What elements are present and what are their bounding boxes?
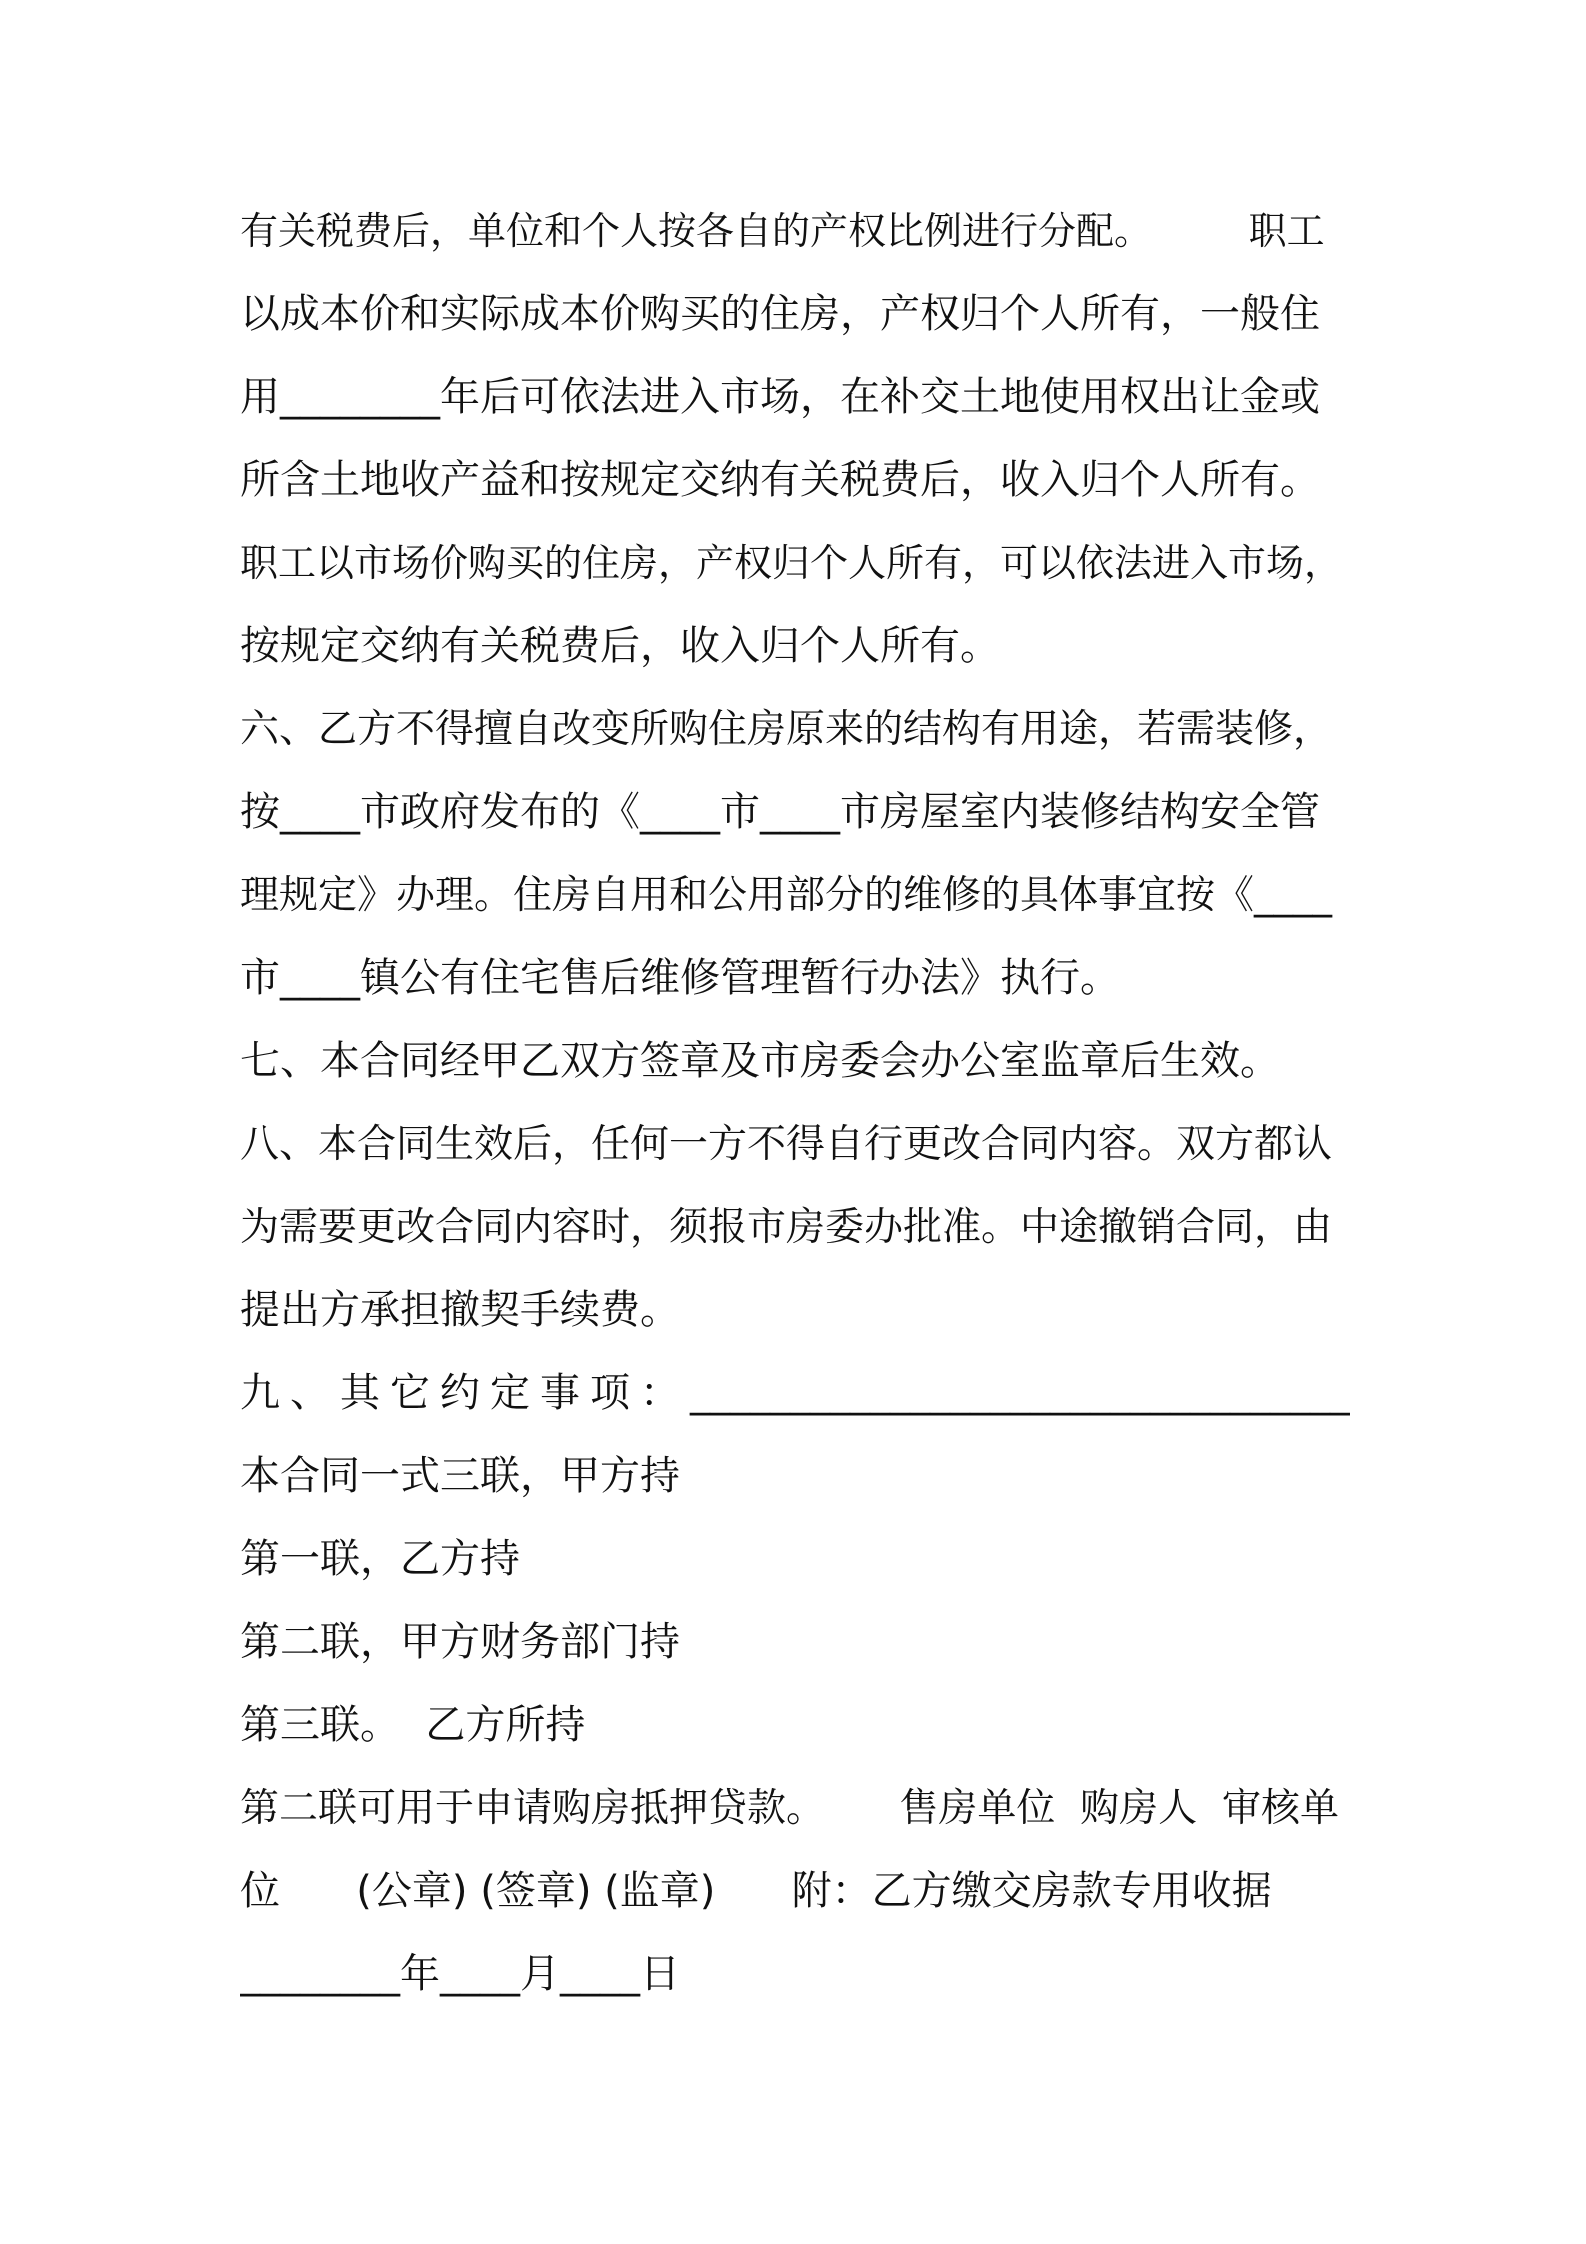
clause-9-char: 九 [240,1370,280,1416]
contract-body [240,190,1350,2016]
clause-6-line: 六、乙方不得擅自改变所购住房原来的结构有用途，若需装修， [240,707,1333,752]
date-line: ________年____月____日 [240,1951,680,1997]
clause-9-char: 项 [590,1370,630,1416]
clause-9-char: 约 [440,1370,480,1416]
clause-9-char: ： [640,1370,680,1416]
text-line: 市____镇公有住宅售后维修管理暂行办法》执行。 [240,955,1120,1001]
clause-9-char: 它 [390,1370,430,1416]
clause-9-char: 、 [290,1370,330,1416]
clause-9-char: 其 [340,1370,380,1416]
copies-line: 第三联。 乙方所持 [240,1702,586,1748]
text-line: 按____市政府发布的《____市____市房屋室内装修结构安全管 [240,789,1320,835]
clause-7-line: 七、本合同经甲乙双方签章及市房委会办公室监章后生效。 [240,1038,1280,1084]
text-line: 按规定交纳有关税费后，收入归个人所有。 [240,623,1000,669]
clause-9-char: 事 [540,1370,580,1416]
seal-line: 位 (公章) (签章) (监章) 附：乙方缴交房款专用收据 [240,1868,1272,1914]
clause-8-line: 八、本合同生效后，任何一方不得自行更改合同内容。双方都认 [240,1122,1333,1167]
text-line: 有关税费后，单位和个人按各自的产权比例进行分配。 职工 [240,209,1325,253]
text-line: 为需要更改合同内容时，须报市房委办批准。中途撤销合同，由 [240,1205,1333,1250]
text-line: 用________年后可依法进入市场，在补交土地使用权出让金或 [240,374,1320,420]
text-line: 以成本价和实际成本价购买的住房，产权归个人所有，一般住 [240,291,1320,337]
copies-line: 第二联，甲方财务部门持 [240,1619,680,1665]
text-line: 职工以市场价购买的住房，产权归个人所有，可以依法进入市场， [240,541,1343,585]
signature-line: 第二联可用于申请购房抵押贷款。 售房单位 购房人 审核单 [240,1786,1339,1831]
copies-line: 本合同一式三联，甲方持 [240,1453,680,1499]
text-line: 提出方承担撤契手续费。 [240,1287,680,1333]
text-line: 所含土地收产益和按规定交纳有关税费后，收入归个人所有。 [240,457,1320,503]
clause-9-blank: _________________________________ [690,1370,1350,1416]
text-line: 理规定》办理。住房自用和公用部分的维修的具体事宜按《____ [240,873,1333,918]
clause-9-char: 定 [490,1370,530,1416]
clause-9-line [240,1352,1350,1435]
copies-line: 第一联，乙方持 [240,1536,520,1582]
